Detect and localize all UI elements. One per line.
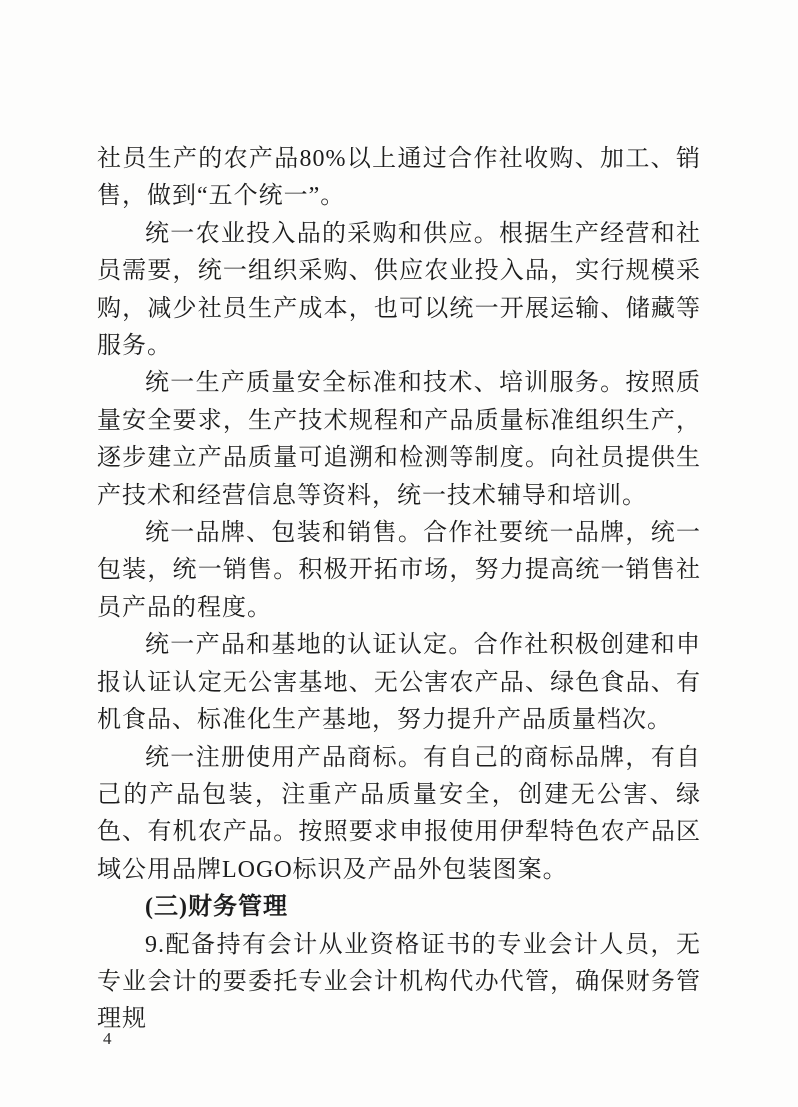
paragraph: 统一产品和基地的认证认定。合作社积极创建和申报认证认定无公害基地、无公害农产品、绿色食品、有机食品、标准化生产基地，努力提升产品质量档次。 [97, 632, 701, 734]
paragraph: 统一生产质量安全标准和技术、培训服务。按照质量安全要求，生产技术规程和产品质量标准组织生产，逐步建立产品质量可追溯和检测等制度。向社员提供生产技术和经营信息等资料，统一技术辅导和培训。 [97, 370, 701, 509]
section-heading: (三)财务管理 [145, 894, 288, 921]
paragraph: 统一品牌、包装和销售。合作社要统一品牌，统一包装，统一销售。积极开拓市场，努力提高统一销售社员产品的程度。 [97, 520, 701, 621]
paragraph: 统一农业投入品的采购和供应。根据生产经营和社员需要，统一组织采购、供应农业投入品，实行规模采购，减少社员生产成本，也可以统一开展运输、储藏等服务。 [97, 220, 701, 360]
document-body [97, 141, 701, 1039]
paragraph: 社员生产的农产品80%以上通过合作社收购、加工、销售，做到“五个统一”。 [97, 146, 701, 210]
paragraph: 9.配备持有会计从业资格证书的专业会计人员，无专业会计的要委托专业会计机构代办代管，确保财务管理规 [97, 931, 701, 1033]
page-number: 4 [103, 1029, 112, 1048]
paragraph: 统一注册使用产品商标。有自己的商标品牌，有自己的产品包装，注重产品质量安全，创建无公害、绿色、有机农产品。按照要求申报使用伊犁特色农产品区域公用品牌LOGO标识及产品外包装图案。 [97, 744, 701, 883]
